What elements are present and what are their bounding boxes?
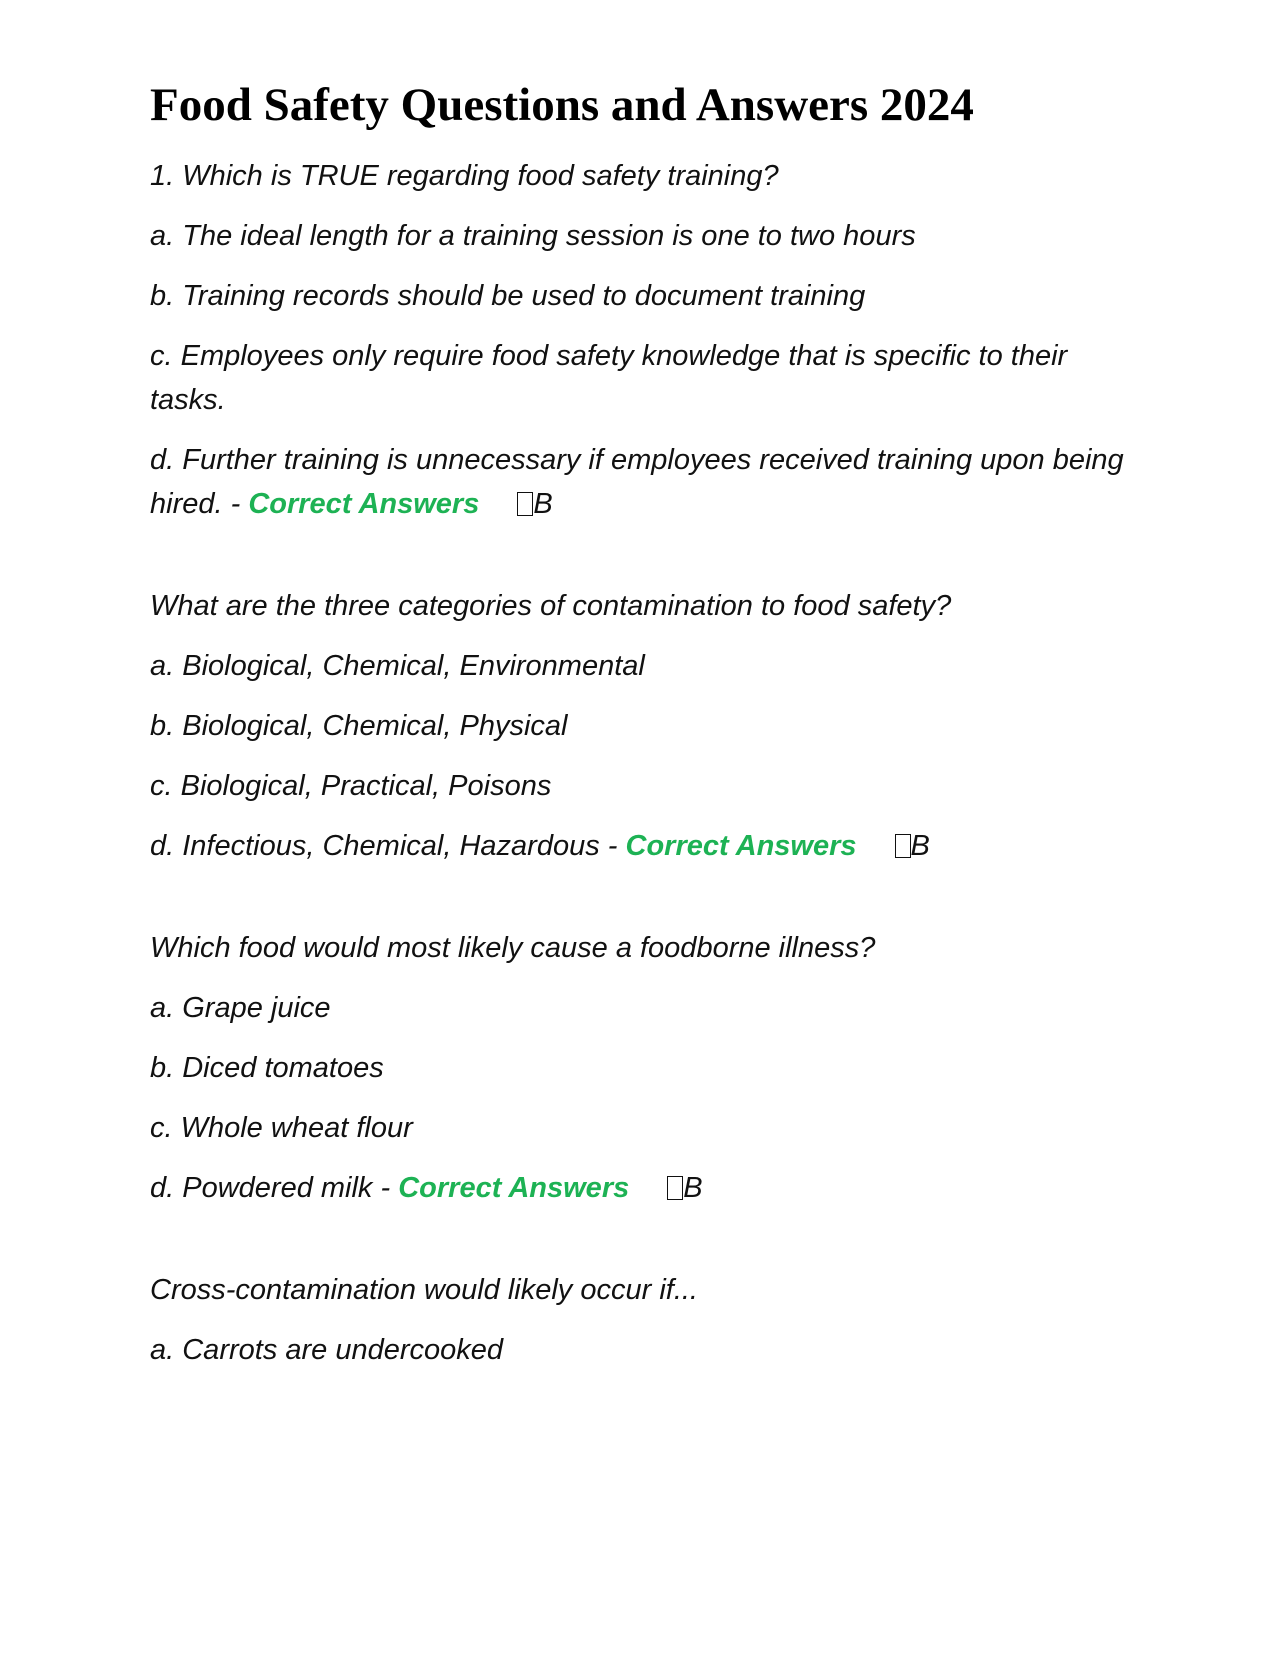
missing-glyph-icon	[667, 1176, 683, 1200]
question-text: 1. Which is TRUE regarding food safety training?	[150, 160, 779, 192]
question-text: Which food would most likely cause a foodborne illness?	[150, 932, 876, 964]
option-text: d. Infectious, Chemical, Hazardous -	[150, 830, 618, 862]
option-text: d. Powdered milk -	[150, 1172, 391, 1204]
question-block	[150, 1268, 1140, 1372]
question-text: What are the three categories of contamination to food safety?	[150, 590, 952, 622]
correct-answers-label: Correct Answers	[248, 488, 480, 520]
option-text: b. Training records should be used to document training	[150, 280, 866, 312]
option-text: a. Grape juice	[150, 992, 331, 1024]
option-text: b. Diced tomatoes	[150, 1052, 384, 1084]
answer-letter: B	[533, 488, 553, 520]
document-title: Food Safety Questions and Answers 2024	[150, 79, 974, 131]
answer-letter: B	[683, 1172, 703, 1204]
question-block	[150, 926, 1140, 1210]
missing-glyph-icon	[517, 492, 533, 516]
option-text: b. Biological, Chemical, Physical	[150, 710, 568, 742]
option-text: a. Biological, Chemical, Environmental	[150, 650, 645, 682]
option-text: c. Whole wheat flour	[150, 1112, 413, 1144]
option-text: c. Biological, Practical, Poisons	[150, 770, 552, 802]
correct-answers-label: Correct Answers	[625, 830, 857, 862]
option-text: a. Carrots are undercooked	[150, 1334, 504, 1366]
option-text: a. The ideal length for a training session is one to two hours	[150, 220, 916, 252]
missing-glyph-icon	[895, 834, 911, 858]
document-page	[150, 74, 1140, 1388]
question-block	[150, 584, 1140, 868]
question-block	[150, 154, 1140, 526]
correct-answers-label: Correct Answers	[398, 1172, 630, 1204]
option-text: d. Further training is unnecessary if employees received training upon being hired. -	[150, 444, 1124, 520]
option-with-answer	[150, 824, 1140, 868]
question-text: Cross-contamination would likely occur if...	[150, 1274, 698, 1306]
option-text: c. Employees only require food safety knowledge that is specific to their tasks.	[150, 340, 1068, 416]
option-with-answer	[150, 438, 1140, 526]
option-with-answer	[150, 1166, 1140, 1210]
answer-letter: B	[910, 830, 930, 862]
